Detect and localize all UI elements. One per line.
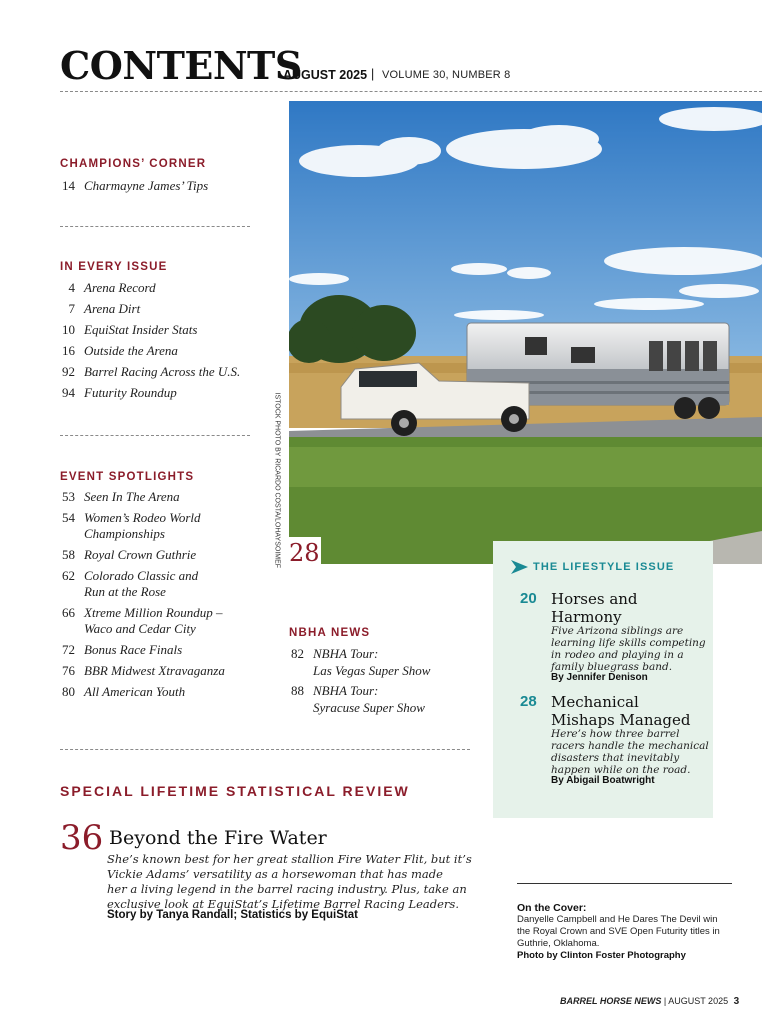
issue-volume: VOLUME 30, NUMBER 8	[382, 69, 511, 81]
cover-heading: On the Cover:	[517, 902, 587, 914]
dek-line: exclusive look at EquiStat’s Lifetime Barrel Racing Leaders.	[107, 897, 459, 911]
story-dek	[551, 625, 706, 673]
item-title-line2: Syracuse Super Show	[313, 700, 425, 715]
story-dek	[551, 728, 709, 776]
item-page: 92	[62, 364, 75, 379]
photo-page-number: 28	[289, 539, 320, 567]
item-title: Bonus Race Finals	[84, 642, 183, 657]
folio	[560, 996, 740, 1007]
item-title: All American Youth	[84, 684, 186, 699]
issue-date: AUGUST 2025	[283, 68, 368, 82]
item-title-line2: Run at the Rose	[84, 584, 166, 599]
caption-line: Guthrie, Oklahoma.	[517, 938, 600, 949]
item-title: Seen In The Arena	[84, 489, 180, 504]
section-heading-champions: CHAMPIONS’ CORNER	[60, 158, 207, 170]
dek-line: family bluegrass band.	[551, 661, 673, 673]
item-title: Royal Crown Guthrie	[84, 547, 197, 562]
cover-rule	[517, 883, 732, 884]
story-page-number: 28	[520, 693, 537, 710]
story-byline: By Abigail Boatwright	[551, 775, 655, 786]
item-page: 82	[291, 646, 304, 661]
item-title: Xtreme Million Roundup –	[84, 605, 223, 620]
item-title: Arena Dirt	[84, 301, 141, 316]
item-title: NBHA Tour:	[313, 683, 379, 698]
story-title-line2[interactable]: Harmony	[551, 608, 622, 626]
folio-magazine: BARREL HORSE NEWS	[560, 996, 662, 1006]
story-page-number: 20	[520, 590, 537, 607]
item-page: 10	[62, 322, 75, 337]
story-title[interactable]: Mechanical	[551, 693, 639, 711]
item-title: Outside the Arena	[84, 343, 178, 358]
lifestyle-heading: THE LIFESTYLE ISSUE	[533, 561, 675, 573]
item-title-line2: Waco and Cedar City	[84, 621, 196, 636]
story-title[interactable]: Horses and	[551, 590, 638, 608]
story-title-line2[interactable]: Mishaps Managed	[551, 711, 691, 729]
dek-line: Five Arizona siblings are	[551, 625, 684, 637]
dek-line: racers handle the mechanical	[551, 740, 709, 752]
item-page: 16	[62, 343, 75, 358]
header-rule	[60, 91, 762, 92]
section-rule	[60, 435, 250, 436]
special-byline: Story by Tanya Randall; Statistics by EquiStat	[107, 909, 358, 921]
item-title: Barrel Racing Across the U.S.	[84, 364, 241, 379]
item-page: 66	[62, 605, 75, 620]
section-rule	[60, 749, 470, 750]
item-title: Futurity Roundup	[84, 385, 177, 400]
item-title: NBHA Tour:	[313, 646, 379, 661]
folio-page: 3	[733, 996, 740, 1007]
special-page-number: 36	[60, 818, 104, 858]
item-page: 94	[62, 385, 75, 400]
dek-line: Vickie Adams’ versatility as a horsewoman that has made	[107, 867, 443, 881]
item-page: 72	[62, 642, 75, 657]
dek-line: in rodeo and playing in a	[551, 649, 684, 661]
page-title: CONTENTS	[60, 43, 302, 88]
item-page: 62	[62, 568, 75, 583]
truck-trailer-photo	[289, 101, 762, 564]
story-byline: By Jennifer Denison	[551, 672, 648, 683]
special-title[interactable]: Beyond the Fire Water	[109, 827, 327, 849]
item-title: BBR Midwest Xtravaganza	[84, 663, 225, 678]
dek-line: She’s known best for her great stallion Fire Water Flit, but it’s	[107, 852, 472, 866]
arrow-icon	[511, 560, 528, 574]
header-divider: |	[371, 67, 375, 81]
folio-date: AUGUST 2025	[668, 996, 729, 1006]
dek-line: learning life skills competing	[551, 637, 706, 649]
item-page: 53	[62, 489, 75, 504]
special-dek	[107, 852, 472, 912]
item-title: Colorado Classic and	[84, 568, 199, 583]
cover-photo-credit: Photo by Clinton Foster Photography	[517, 950, 686, 961]
item-page: 14	[62, 178, 75, 193]
item-page: 7	[68, 301, 75, 316]
section-heading-every-issue: IN EVERY ISSUE	[60, 261, 168, 273]
item-title: Charmayne James’ Tips	[84, 178, 209, 193]
folio-divider: |	[663, 996, 667, 1006]
cover-photo	[289, 101, 762, 564]
cover-caption	[517, 914, 720, 950]
item-page: 54	[62, 510, 75, 525]
item-title: Women’s Rodeo World	[84, 510, 201, 525]
item-page: 4	[68, 280, 75, 295]
item-title-line2: Las Vegas Super Show	[313, 663, 431, 678]
item-title: Arena Record	[84, 280, 156, 295]
dek-line: Here’s how three barrel	[551, 728, 680, 740]
item-page: 88	[291, 683, 304, 698]
section-rule	[60, 226, 250, 227]
dek-line: disasters that inevitably	[551, 752, 680, 764]
caption-line: Danyelle Campbell and He Dares The Devil win	[517, 914, 718, 925]
section-heading-nbha: NBHA NEWS	[289, 627, 371, 639]
item-page: 76	[62, 663, 75, 678]
item-title-line2: Championships	[84, 526, 165, 541]
caption-line: the Royal Crown and SVE Open Futurity titles in	[517, 926, 720, 937]
dek-line: her a living legend in the barrel racing industry. Plus, take an	[107, 882, 467, 896]
item-title: EquiStat Insider Stats	[84, 322, 198, 337]
photo-credit: ISTOCK PHOTO BY RICARDO COSTA/LOHAYSOIMEF	[273, 392, 281, 569]
dek-line: happen while on the road.	[551, 764, 691, 776]
section-heading-event-spotlights: EVENT SPOTLIGHTS	[60, 471, 195, 483]
item-page: 80	[62, 684, 75, 699]
section-heading-special: SPECIAL LIFETIME STATISTICAL REVIEW	[60, 783, 410, 799]
item-page: 58	[62, 547, 75, 562]
